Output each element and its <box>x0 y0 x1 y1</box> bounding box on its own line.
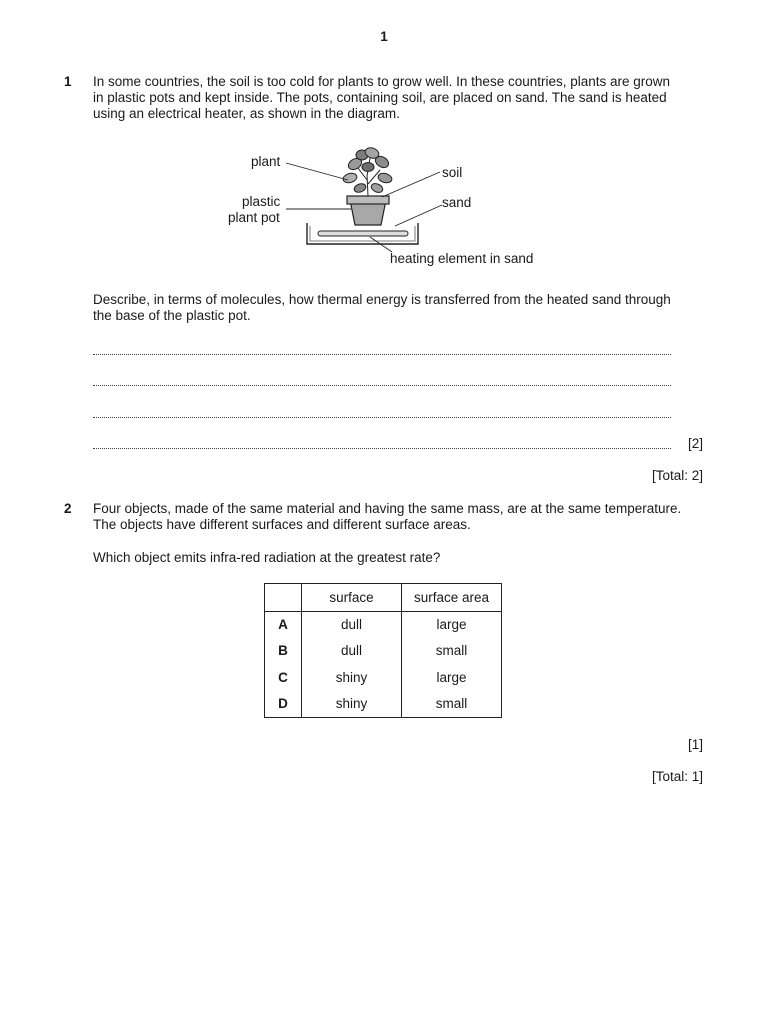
table-row[interactable] <box>265 691 502 718</box>
sand-leader-line <box>395 205 442 226</box>
plant-leader-line <box>286 163 348 180</box>
table-row[interactable] <box>265 665 502 691</box>
table-header-surface-area: surface area <box>402 584 502 612</box>
option-area: large <box>402 665 502 691</box>
option-surface: dull <box>302 638 402 664</box>
question-2-question: Which object emits infra-red radiation at the greatest rate? <box>93 550 441 565</box>
label-plastic: plastic <box>242 194 281 209</box>
option-surface: dull <box>302 612 402 639</box>
answer-line-2[interactable] <box>93 375 671 386</box>
table-header-row <box>265 584 502 612</box>
question-2-number: 2 <box>64 501 72 516</box>
answer-line-4[interactable] <box>93 438 671 449</box>
question-1-intro <box>93 74 705 122</box>
question-1-prompt <box>93 292 705 324</box>
question-1-number: 1 <box>64 74 72 89</box>
intro-line: In some countries, the soil is too cold for plants to grow well. In these countries, plants are grown <box>93 74 671 89</box>
question-2-total: [Total: 1] <box>651 769 703 784</box>
table-header-surface: surface <box>302 584 402 612</box>
question-1-marks: [2] <box>687 436 703 451</box>
intro-line: in plastic pots and kept inside. The pots, containing soil, are placed on sand. The sand is heated <box>93 90 667 105</box>
option-surface: shiny <box>302 665 402 691</box>
options-table <box>264 583 502 718</box>
label-heating-element: heating element in sand <box>390 251 534 266</box>
option-area: large <box>402 612 502 639</box>
option-letter: D <box>265 691 302 718</box>
option-letter: B <box>265 638 302 664</box>
page-number: 1 <box>380 29 388 44</box>
question-1-total: [Total: 2] <box>651 468 703 483</box>
prompt-line: Describe, in terms of molecules, how thermal energy is transferred from the heated sand through <box>93 292 671 307</box>
option-surface: shiny <box>302 691 402 718</box>
option-letter: A <box>265 612 302 639</box>
prompt-line: the base of the plastic pot. <box>93 308 251 323</box>
table-header-blank <box>265 584 302 612</box>
question-2-intro <box>93 501 705 533</box>
intro-line: Four objects, made of the same material and having the same mass, are at the same temperature. <box>93 501 682 516</box>
plant <box>342 146 393 196</box>
answer-line-3[interactable] <box>93 407 671 418</box>
label-sand: sand <box>442 195 472 210</box>
intro-line: using an electrical heater, as shown in the diagram. <box>93 106 400 121</box>
option-area: small <box>402 691 502 718</box>
option-area: small <box>402 638 502 664</box>
sand-tray <box>307 223 418 244</box>
intro-line: The objects have different surfaces and different surface areas. <box>93 517 471 532</box>
table-row[interactable] <box>265 612 502 639</box>
plant-pot-diagram <box>220 140 560 272</box>
label-plant: plant <box>251 154 281 169</box>
plastic-pot <box>347 196 389 225</box>
label-plant-pot: plant pot <box>228 210 280 225</box>
table-row[interactable] <box>265 638 502 664</box>
option-letter: C <box>265 665 302 691</box>
label-soil: soil <box>442 165 463 180</box>
question-2-marks: [1] <box>687 737 703 752</box>
answer-line-1[interactable] <box>93 344 671 355</box>
